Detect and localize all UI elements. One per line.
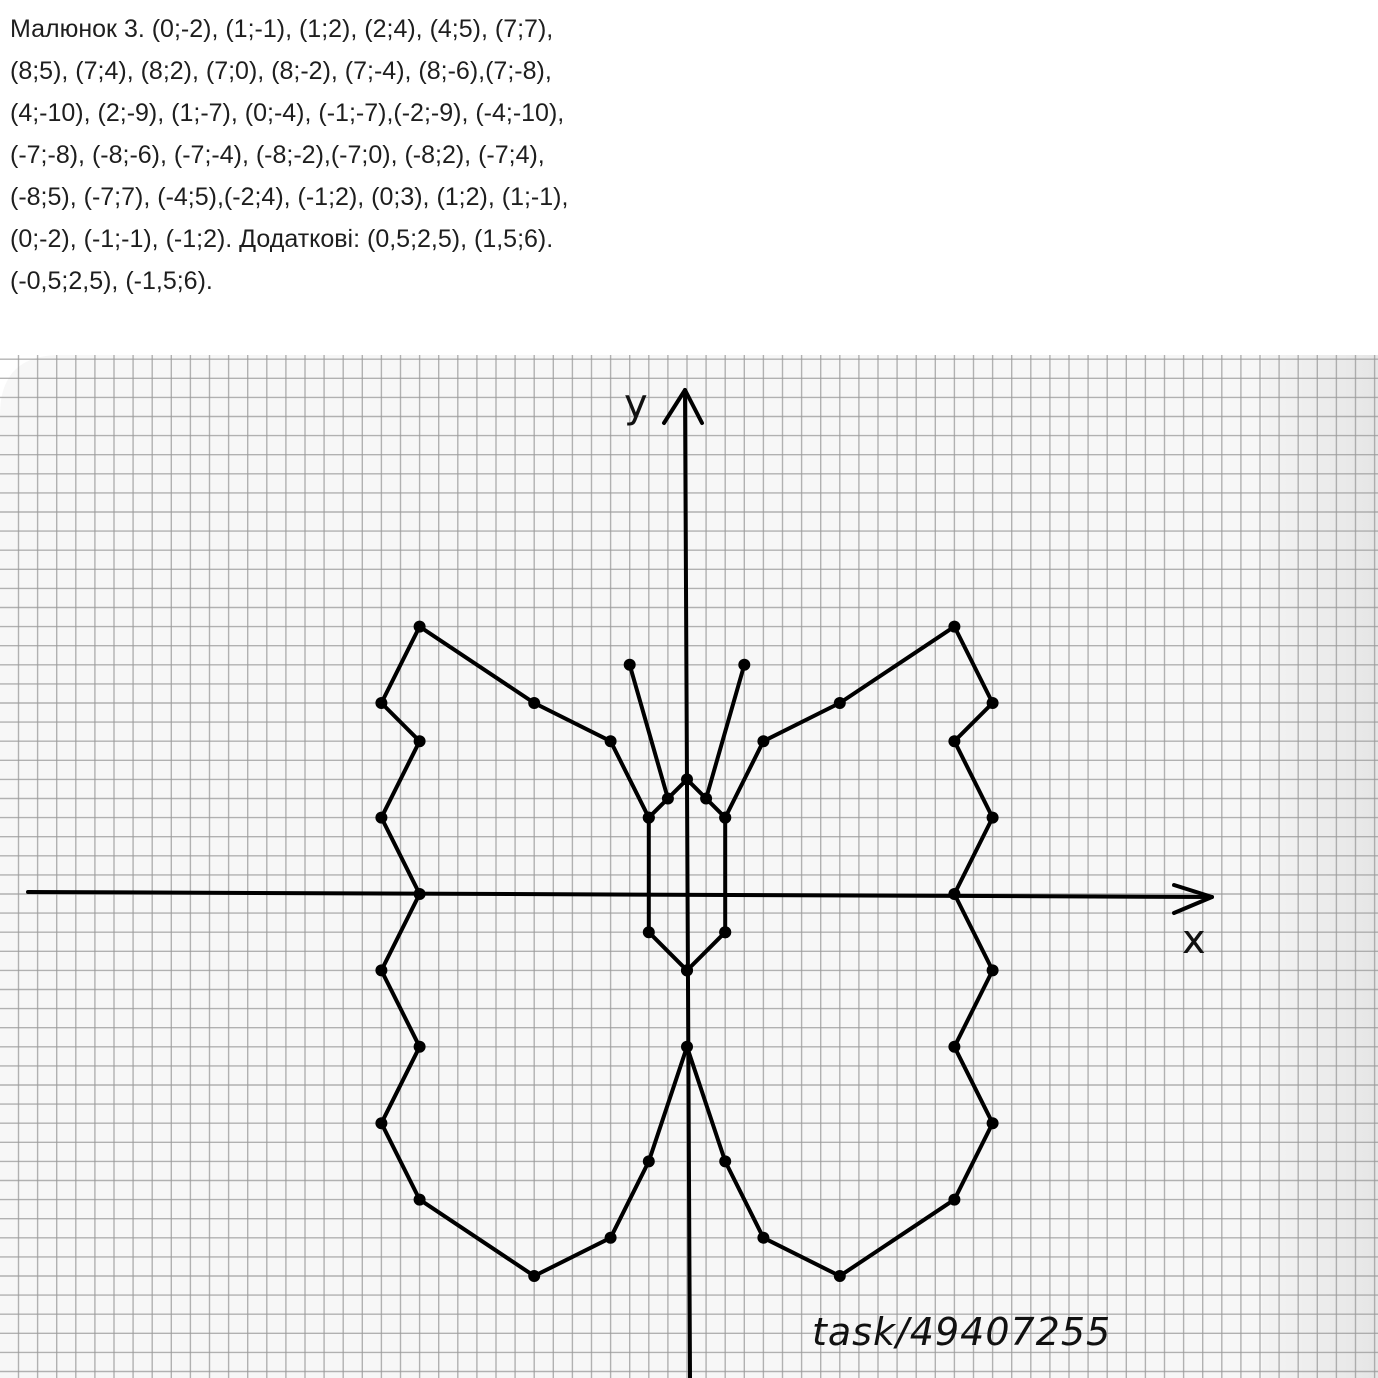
point-marker: [987, 697, 999, 709]
point-marker: [948, 1194, 960, 1206]
point-marker: [948, 888, 960, 900]
point-marker: [719, 812, 731, 824]
task-line-7: (-0,5;2,5), (-1,5;6).: [10, 267, 213, 295]
point-marker: [948, 735, 960, 747]
point-marker: [757, 735, 769, 747]
butterfly-graph: [0, 355, 1378, 1378]
point-marker: [414, 735, 426, 747]
point-marker: [681, 1041, 693, 1053]
task-line-5: (-8;5), (-7;7), (-4;5),(-2;4), (-1;2), (0;3), (1;2), (1;-1),: [10, 183, 569, 211]
task-id-watermark: task/49407255: [812, 1310, 1112, 1354]
point-marker: [834, 1270, 846, 1282]
point-marker: [375, 1117, 387, 1129]
point-marker: [948, 621, 960, 633]
point-marker: [375, 964, 387, 976]
point-marker: [375, 812, 387, 824]
point-marker: [414, 1194, 426, 1206]
point-marker: [643, 1155, 655, 1167]
task-line-6: (0;-2), (-1;-1), (-1;2). Додаткові: (0,5;2,5), (1,5;6).: [10, 225, 554, 253]
point-marker: [605, 1232, 617, 1244]
task-line-4: (-7;-8), (-8;-6), (-7;-4), (-8;-2),(-7;0), (-8;2), (-7;4),: [10, 141, 545, 169]
antenna-point-marker: [624, 659, 636, 671]
point-marker: [834, 697, 846, 709]
point-marker: [528, 1270, 540, 1282]
y-axis-label: y: [624, 381, 648, 427]
point-marker: [414, 1041, 426, 1053]
point-marker: [528, 697, 540, 709]
antenna-point-marker: [662, 793, 674, 805]
antenna-point-marker: [700, 793, 712, 805]
point-marker: [681, 964, 693, 976]
point-marker: [719, 926, 731, 938]
point-marker: [375, 697, 387, 709]
point-marker: [948, 1041, 960, 1053]
point-marker: [605, 735, 617, 747]
x-axis-label: x: [1182, 917, 1206, 963]
point-marker: [987, 812, 999, 824]
point-marker: [414, 888, 426, 900]
antenna-point-marker: [738, 659, 750, 671]
point-marker: [414, 621, 426, 633]
point-marker: [643, 812, 655, 824]
point-marker: [681, 773, 693, 785]
task-line-2: (8;5), (7;4), (8;2), (7;0), (8;-2), (7;-4), (8;-6),(7;-8),: [10, 57, 552, 85]
point-marker: [987, 964, 999, 976]
task-line-3: (4;-10), (2;-9), (1;-7), (0;-4), (-1;-7),(-2;-9), (-4;-10),: [10, 99, 565, 127]
point-marker: [757, 1232, 769, 1244]
point-marker: [719, 1155, 731, 1167]
point-marker: [643, 926, 655, 938]
point-marker: [987, 1117, 999, 1129]
task-line-1: Малюнок 3. (0;-2), (1;-1), (1;2), (2;4), (4;5), (7;7),: [10, 15, 554, 43]
task-text: [10, 8, 650, 302]
graph-paper-sheet: [0, 355, 1378, 1378]
